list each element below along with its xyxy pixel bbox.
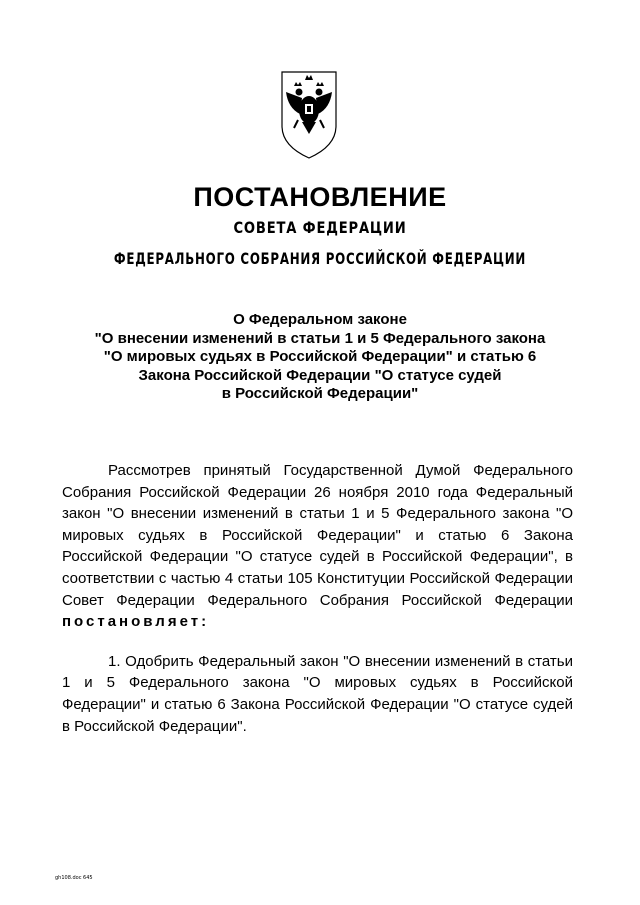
decree-word: постановляет: <box>62 613 210 631</box>
subject-line: в Российской Федерации" <box>221 385 419 402</box>
council-name: СОВЕТА ФЕДЕРАЦИИ <box>233 218 407 237</box>
document-subject <box>40 311 600 404</box>
preamble-text: Рассмотрев принятый Государственной Думой Федерального Собрания Российской Федерации 26 ноября 2010 года Федеральный закон "О внесении изменений в статьи 1 и 5 Федерального закона "О мировых судьях в Российской Федерации" и статью 6 Закона Российской Федерации "О статусе судей в Российской Федерации", в соответствии с частью 4 статьи 105 Конституции Российской Федерации Совет Федерации Федерального Собрания Российской Федерации <box>62 462 573 609</box>
subject-line: О Федеральном законе <box>233 311 407 328</box>
preamble-paragraph <box>62 460 573 633</box>
assembly-name: ФЕДЕРАЛЬНОГО СОБРАНИЯ РОССИЙСКОЙ ФЕДЕРАЦИИ <box>113 249 527 268</box>
document-body <box>62 460 573 737</box>
subject-line: "О внесении изменений в статьи 1 и 5 Федерального закона <box>94 329 546 347</box>
document-type-title: ПОСТАНОВЛЕНИЕ <box>193 182 447 212</box>
file-code: gh108.doc 645 <box>55 875 93 881</box>
subject-line: "О мировых судьях в Российской Федерации" и статью 6 <box>103 348 537 365</box>
item-1-paragraph: 1. Одобрить Федеральный закон "О внесении изменений в статьи 1 и 5 Федерального закона "О мировых судьях в Российской Федерации" и статью 6 Закона Российской Федерации "О статусе судей в Российской Федерации". <box>62 652 573 735</box>
coat-of-arms-icon <box>278 68 340 160</box>
subject-line: Закона Российской Федерации "О статусе судей <box>138 366 502 384</box>
